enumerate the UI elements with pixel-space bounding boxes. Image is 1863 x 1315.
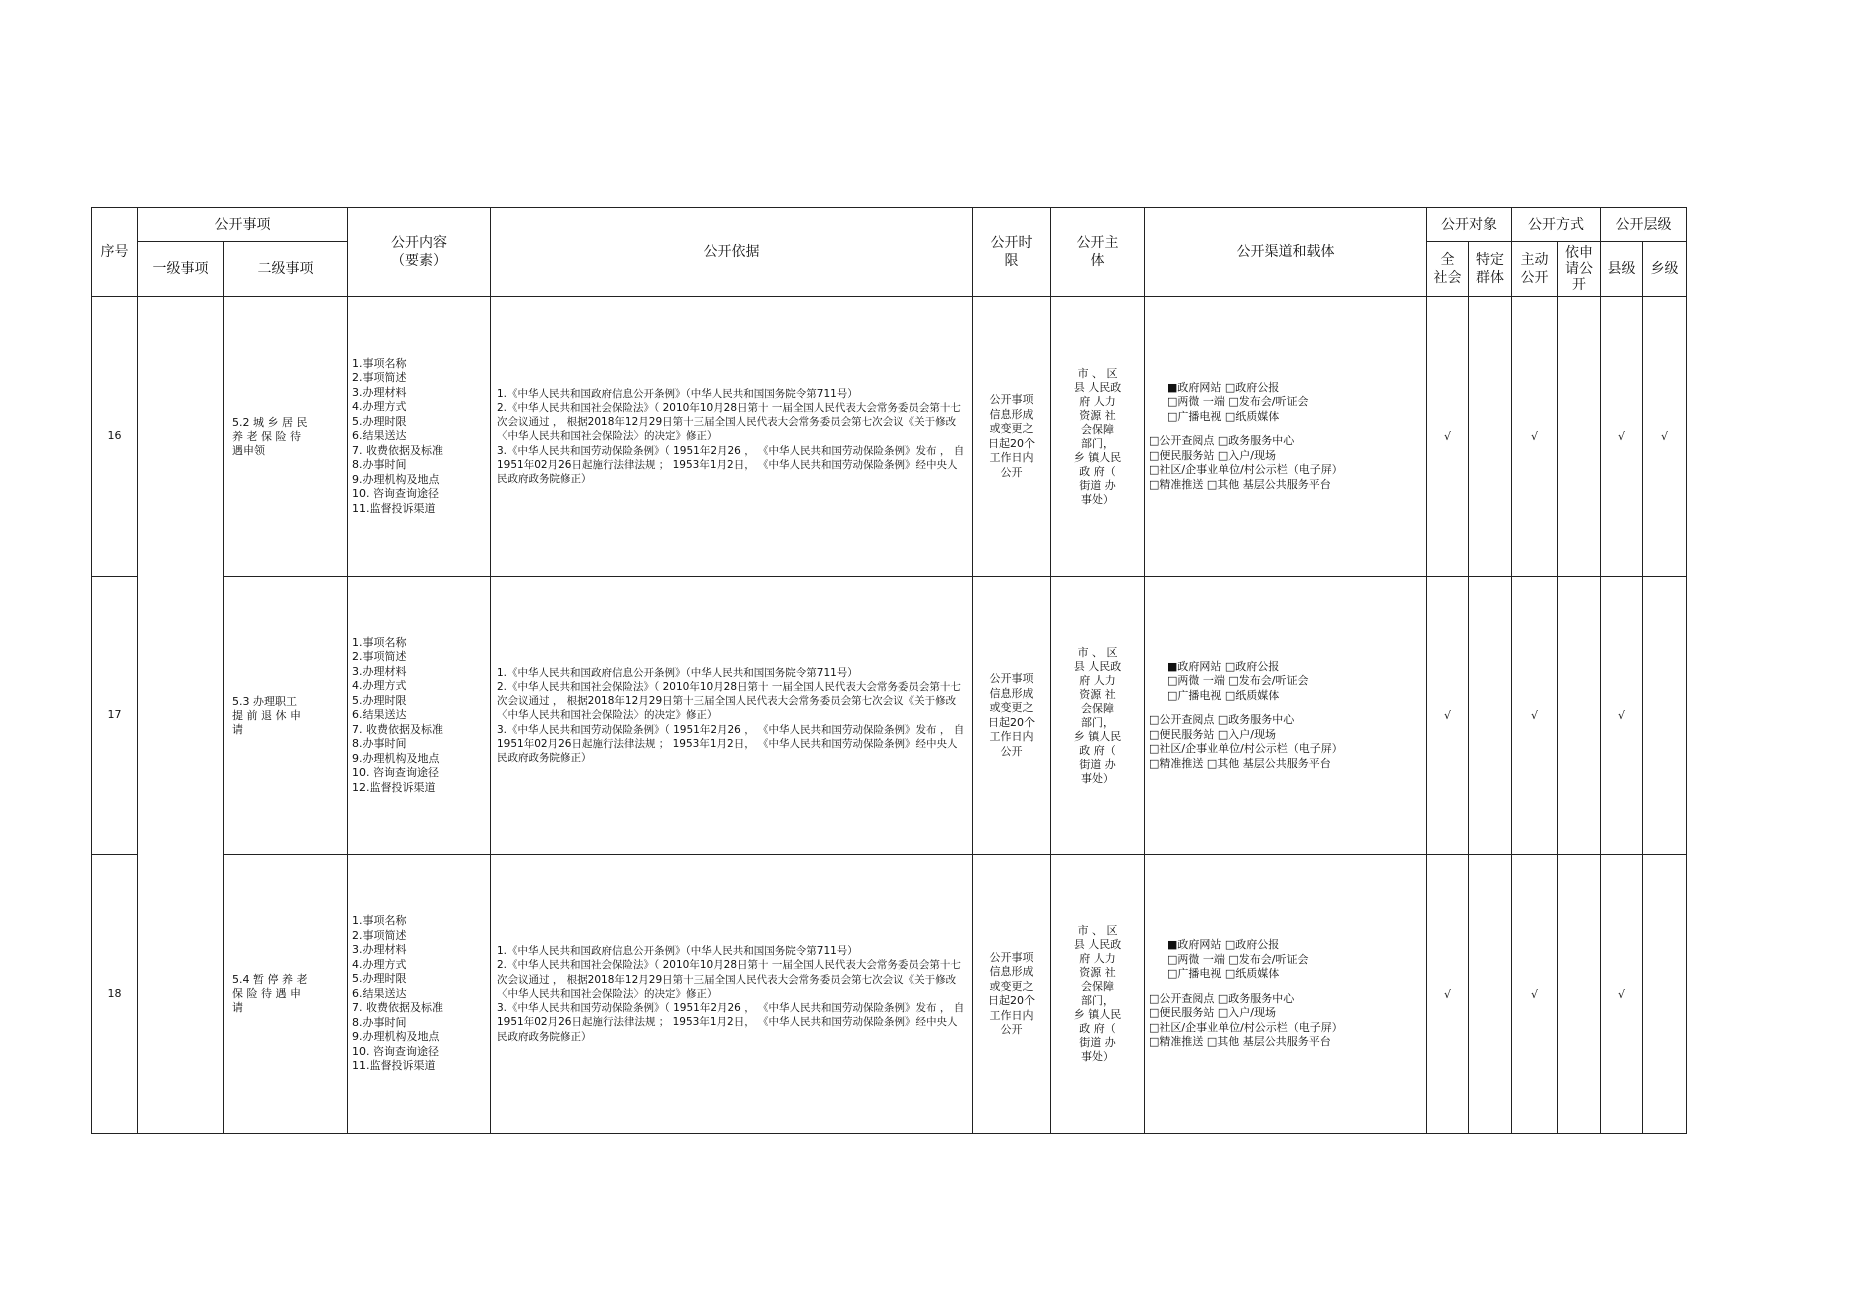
check-method-active: √	[1512, 855, 1558, 1134]
basis-item: 2.《中华人民共和国社会保险法》（ 2010年10月28日第十 一届全国人民代表大会常务委员会第十七次会议通过 ， 根据2018年12月29日第十三届全国人民代表大会常务委员会第七次会议《关于修改〈中华人民共和国社会保险法〉的决定》修正）	[497, 959, 961, 1000]
content-line: 8.办事时间	[352, 458, 407, 472]
seq-cell: 17	[92, 577, 138, 855]
channel-line: □广播电视 □纸质媒体	[1167, 688, 1280, 702]
header-method-apply: 依申 请公 开	[1558, 242, 1601, 297]
channel-cell	[1145, 577, 1427, 855]
content-line: 6.结果送达	[352, 429, 407, 443]
content-line: 10. 咨询查询途径	[352, 766, 439, 780]
content-line: 7. 收费依据及标准	[352, 722, 443, 736]
content-line: 2.事项简述	[352, 650, 407, 664]
check-level-county: √	[1601, 297, 1643, 577]
channel-line: □社区/企事业单位/村公示栏（电子屏）	[1149, 742, 1343, 756]
table-row	[92, 855, 1687, 1134]
content-line: 8.办事时间	[352, 1015, 407, 1029]
content-line: 1.事项名称	[352, 914, 407, 928]
check-target-all: √	[1427, 577, 1469, 855]
header-channel: 公开渠道和载体	[1145, 208, 1427, 297]
content-line: 3.办理材料	[352, 385, 407, 399]
content-line: 12.监督投诉渠道	[352, 780, 436, 794]
channel-line: □公开查阅点 □政务服务中心	[1149, 713, 1295, 727]
header-method: 公开方式	[1512, 208, 1601, 242]
basis-item: 1.《中华人民共和国政府信息公开条例》（中华人民共和国国务院令第711号）	[497, 387, 858, 400]
header-basis: 公开依据	[491, 208, 973, 297]
basis-item: 1.《中华人民共和国政府信息公开条例》（中华人民共和国国务院令第711号）	[497, 945, 858, 958]
channel-cell	[1145, 855, 1427, 1134]
table-row	[92, 577, 1687, 855]
seq-cell: 18	[92, 855, 138, 1134]
content-line: 4.办理方式	[352, 400, 407, 414]
check-method-active: √	[1512, 577, 1558, 855]
subject-cell: 市 、 区 县 人民政 府 人力 资源 社 会保障 部门， 乡 镇人民 政 府（ 街道 办 事处）	[1051, 297, 1145, 577]
seq-cell: 16	[92, 297, 138, 577]
header-level: 公开层级	[1601, 208, 1687, 242]
header-target: 公开对象	[1427, 208, 1512, 242]
header-subject: 公开主 体	[1051, 208, 1145, 297]
check-method-apply	[1558, 297, 1601, 577]
channel-line: □便民服务站 □入户/现场	[1149, 727, 1276, 741]
channel-cell	[1145, 297, 1427, 577]
subject-cell: 市 、 区 县 人民政 府 人力 资源 社 会保障 部门， 乡 镇人民 政 府（ 街道 办 事处）	[1051, 855, 1145, 1134]
table-row	[92, 297, 1687, 577]
header-target-all: 全 社会	[1427, 242, 1469, 297]
channel-line: □两微 一端 □发布会/听证会	[1167, 952, 1309, 966]
content-cell	[348, 577, 491, 855]
channel-line: □精准推送 □其他 基层公共服务平台	[1149, 477, 1331, 491]
content-line: 5.办理时限	[352, 972, 407, 986]
content-line: 11.监督投诉渠道	[352, 1059, 436, 1073]
basis-cell	[491, 297, 973, 577]
header-content: 公开内容 （要素）	[348, 208, 491, 297]
content-line: 10. 咨询查询途径	[352, 1044, 439, 1058]
header-time: 公开时 限	[973, 208, 1051, 297]
item2-cell: 5.2 城 乡 居 民 养 老 保 险 待 遇申领	[224, 297, 348, 577]
basis-item: 3.《中华人民共和国劳动保险条例》（ 1951年2月26 ， 《中华人民共和国劳动保险条例》发布 ， 自 1951年02月26日起施行法律法规 ； 1953年1月2日， 《中华人民共和国劳动保险条例》经中央人民政府政务院修正）	[497, 444, 965, 485]
check-target-all: √	[1427, 855, 1469, 1134]
content-line: 7. 收费依据及标准	[352, 1001, 443, 1015]
subject-cell: 市 、 区 县 人民政 府 人力 资源 社 会保障 部门， 乡 镇人民 政 府（ 街道 办 事处）	[1051, 577, 1145, 855]
basis-item: 2.《中华人民共和国社会保险法》（ 2010年10月28日第十 一届全国人民代表大会常务委员会第十七次会议通过 ， 根据2018年12月29日第十三届全国人民代表大会常务委员会第七次会议《关于修改〈中华人民共和国社会保险法〉的决定》修正）	[497, 680, 961, 722]
channel-line: □社区/企事业单位/村公示栏（电子屏）	[1149, 463, 1343, 477]
content-line: 9.办理机构及地点	[352, 751, 440, 765]
header-level-county: 县级	[1601, 242, 1643, 297]
channel-line: □公开查阅点 □政务服务中心	[1149, 434, 1295, 448]
channel-line: ■政府网站 □政府公报	[1167, 380, 1280, 394]
time-cell: 公开事项 信息形成 或变更之 日起20个 工作日内 公开	[973, 297, 1051, 577]
check-method-active: √	[1512, 297, 1558, 577]
content-cell	[348, 855, 491, 1134]
channel-line: □广播电视 □纸质媒体	[1167, 967, 1280, 981]
content-line: 4.办理方式	[352, 957, 407, 971]
header-method-active: 主动 公开	[1512, 242, 1558, 297]
check-level-town: √	[1643, 297, 1687, 577]
disclosure-table	[91, 207, 1687, 1134]
channel-line: □广播电视 □纸质媒体	[1167, 409, 1280, 423]
check-method-apply	[1558, 855, 1601, 1134]
content-line: 6.结果送达	[352, 986, 407, 1000]
channel-line: ■政府网站 □政府公报	[1167, 938, 1280, 952]
header-level2: 二级事项	[224, 242, 348, 297]
basis-item: 3.《中华人民共和国劳动保险条例》（ 1951年2月26 ， 《中华人民共和国劳动保险条例》发布 ， 自 1951年02月26日起施行法律法规 ； 1953年1月2日， 《中华人民共和国劳动保险条例》经中央人民政府政务院修正）	[497, 723, 965, 764]
header-target-group: 特定 群体	[1469, 242, 1512, 297]
content-line: 2.事项简述	[352, 371, 407, 385]
content-line: 2.事项简述	[352, 928, 407, 942]
content-line: 5.办理时限	[352, 693, 407, 707]
header-level-town: 乡级	[1643, 242, 1687, 297]
basis-item: 2.《中华人民共和国社会保险法》（ 2010年10月28日第十 一届全国人民代表大会常务委员会第十七次会议通过 ， 根据2018年12月29日第十三届全国人民代表大会常务委员会第七次会议《关于修改〈中华人民共和国社会保险法〉的决定》修正）	[497, 401, 961, 443]
content-line: 9.办理机构及地点	[352, 1030, 440, 1044]
header-seq: 序号	[92, 208, 138, 297]
check-level-town	[1643, 855, 1687, 1134]
basis-cell	[491, 855, 973, 1134]
content-line: 10. 咨询查询途径	[352, 487, 439, 501]
channel-line: □精准推送 □其他 基层公共服务平台	[1149, 1035, 1331, 1049]
check-target-group	[1469, 855, 1512, 1134]
channel-line: □公开查阅点 □政务服务中心	[1149, 991, 1295, 1005]
check-target-all: √	[1427, 297, 1469, 577]
check-target-group	[1469, 297, 1512, 577]
channel-line: □社区/企事业单位/村公示栏（电子屏）	[1149, 1020, 1343, 1034]
content-line: 7. 收费依据及标准	[352, 443, 443, 457]
basis-item: 3.《中华人民共和国劳动保险条例》（ 1951年2月26 ， 《中华人民共和国劳动保险条例》发布 ， 自 1951年02月26日起施行法律法规 ； 1953年1月2日， 《中华人民共和国劳动保险条例》经中央人民政府政务院修正）	[497, 1002, 965, 1043]
check-target-group	[1469, 577, 1512, 855]
content-line: 9.办理机构及地点	[352, 472, 440, 486]
check-level-town	[1643, 577, 1687, 855]
content-line: 5.办理时限	[352, 414, 407, 428]
channel-line: □两微 一端 □发布会/听证会	[1167, 674, 1309, 688]
check-method-apply	[1558, 577, 1601, 855]
channel-line: □两微 一端 □发布会/听证会	[1167, 395, 1309, 409]
content-line: 8.办事时间	[352, 737, 407, 751]
content-cell	[348, 297, 491, 577]
basis-item: 1.《中华人民共和国政府信息公开条例》（中华人民共和国国务院令第711号）	[497, 666, 858, 679]
time-cell: 公开事项 信息形成 或变更之 日起20个 工作日内 公开	[973, 855, 1051, 1134]
header-level1: 一级事项	[138, 242, 224, 297]
content-line: 3.办理材料	[352, 664, 407, 678]
check-level-county: √	[1601, 577, 1643, 855]
content-line: 1.事项名称	[352, 356, 407, 370]
time-cell: 公开事项 信息形成 或变更之 日起20个 工作日内 公开	[973, 577, 1051, 855]
level1-cell	[138, 297, 224, 1134]
content-line: 3.办理材料	[352, 943, 407, 957]
check-level-county: √	[1601, 855, 1643, 1134]
channel-line: □便民服务站 □入户/现场	[1149, 448, 1276, 462]
channel-line: ■政府网站 □政府公报	[1167, 659, 1280, 673]
channel-line: □精准推送 □其他 基层公共服务平台	[1149, 756, 1331, 770]
item2-cell: 5.4 暂 停 养 老 保 险 待 遇 申 请	[224, 855, 348, 1134]
header-item: 公开事项	[138, 208, 348, 242]
content-line: 1.事项名称	[352, 635, 407, 649]
basis-cell	[491, 577, 973, 855]
item2-cell: 5.3 办理职工 提 前 退 休 申 请	[224, 577, 348, 855]
content-line: 11.监督投诉渠道	[352, 501, 436, 515]
channel-line: □便民服务站 □入户/现场	[1149, 1006, 1276, 1020]
content-line: 6.结果送达	[352, 708, 407, 722]
content-line: 4.办理方式	[352, 679, 407, 693]
